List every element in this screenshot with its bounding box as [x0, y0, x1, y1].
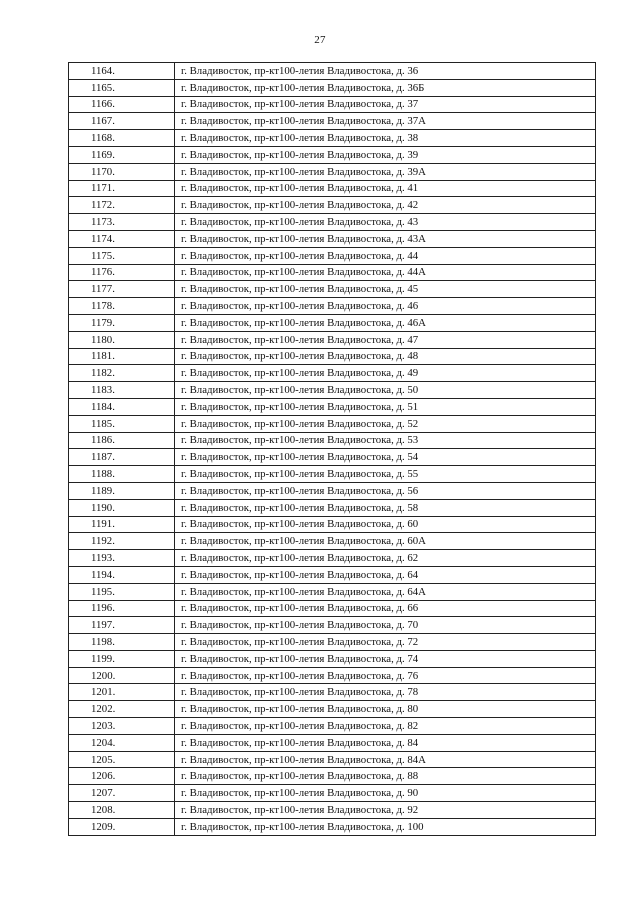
row-address: г. Владивосток, пр-кт100-летия Владивостока, д. 49	[175, 365, 596, 382]
row-number: 1180.	[69, 331, 175, 348]
row-address: г. Владивосток, пр-кт100-летия Владивостока, д. 56	[175, 482, 596, 499]
table-row	[69, 314, 596, 331]
row-address: г. Владивосток, пр-кт100-летия Владивостока, д. 60	[175, 516, 596, 533]
row-number: 1193.	[69, 550, 175, 567]
row-number: 1197.	[69, 617, 175, 634]
row-address: г. Владивосток, пр-кт100-летия Владивостока, д. 46	[175, 298, 596, 315]
table-row	[69, 449, 596, 466]
table-row	[69, 785, 596, 802]
table-row	[69, 247, 596, 264]
table-row	[69, 617, 596, 634]
row-address: г. Владивосток, пр-кт100-летия Владивостока, д. 82	[175, 718, 596, 735]
table-row	[69, 818, 596, 835]
row-address: г. Владивосток, пр-кт100-летия Владивостока, д. 39А	[175, 163, 596, 180]
table-row	[69, 634, 596, 651]
row-number: 1205.	[69, 751, 175, 768]
table-row	[69, 650, 596, 667]
row-address: г. Владивосток, пр-кт100-летия Владивостока, д. 78	[175, 684, 596, 701]
row-address: г. Владивосток, пр-кт100-летия Владивостока, д. 44	[175, 247, 596, 264]
row-address: г. Владивосток, пр-кт100-летия Владивостока, д. 38	[175, 130, 596, 147]
row-number: 1199.	[69, 650, 175, 667]
table-row	[69, 348, 596, 365]
table-row	[69, 130, 596, 147]
row-number: 1166.	[69, 96, 175, 113]
row-number: 1186.	[69, 432, 175, 449]
row-address: г. Владивосток, пр-кт100-летия Владивостока, д. 70	[175, 617, 596, 634]
row-address: г. Владивосток, пр-кт100-летия Владивостока, д. 43	[175, 214, 596, 231]
row-address: г. Владивосток, пр-кт100-летия Владивостока, д. 74	[175, 650, 596, 667]
address-table	[68, 62, 596, 836]
row-number: 1167.	[69, 113, 175, 130]
row-number: 1179.	[69, 314, 175, 331]
row-address: г. Владивосток, пр-кт100-летия Владивостока, д. 44А	[175, 264, 596, 281]
table-row	[69, 550, 596, 567]
table-row	[69, 415, 596, 432]
row-address: г. Владивосток, пр-кт100-летия Владивостока, д. 76	[175, 667, 596, 684]
row-number: 1201.	[69, 684, 175, 701]
row-number: 1172.	[69, 197, 175, 214]
row-address: г. Владивосток, пр-кт100-летия Владивостока, д. 58	[175, 499, 596, 516]
table-row	[69, 499, 596, 516]
table-row	[69, 600, 596, 617]
row-address: г. Владивосток, пр-кт100-летия Владивостока, д. 45	[175, 281, 596, 298]
row-number: 1208.	[69, 802, 175, 819]
row-number: 1200.	[69, 667, 175, 684]
table-row	[69, 768, 596, 785]
row-number: 1184.	[69, 398, 175, 415]
row-number: 1174.	[69, 230, 175, 247]
row-number: 1175.	[69, 247, 175, 264]
row-number: 1176.	[69, 264, 175, 281]
address-table-body	[69, 63, 596, 836]
row-address: г. Владивосток, пр-кт100-летия Владивостока, д. 37А	[175, 113, 596, 130]
row-address: г. Владивосток, пр-кт100-летия Владивостока, д. 64А	[175, 583, 596, 600]
table-row	[69, 163, 596, 180]
row-address: г. Владивосток, пр-кт100-летия Владивостока, д. 100	[175, 818, 596, 835]
row-address: г. Владивосток, пр-кт100-летия Владивостока, д. 64	[175, 566, 596, 583]
table-row	[69, 516, 596, 533]
table-row	[69, 533, 596, 550]
table-row	[69, 79, 596, 96]
row-number: 1178.	[69, 298, 175, 315]
table-row	[69, 214, 596, 231]
row-address: г. Владивосток, пр-кт100-летия Владивостока, д. 62	[175, 550, 596, 567]
table-row	[69, 331, 596, 348]
row-number: 1196.	[69, 600, 175, 617]
row-address: г. Владивосток, пр-кт100-летия Владивостока, д. 37	[175, 96, 596, 113]
row-address: г. Владивосток, пр-кт100-летия Владивостока, д. 51	[175, 398, 596, 415]
row-address: г. Владивосток, пр-кт100-летия Владивостока, д. 92	[175, 802, 596, 819]
table-row	[69, 718, 596, 735]
row-number: 1190.	[69, 499, 175, 516]
row-number: 1165.	[69, 79, 175, 96]
table-row	[69, 113, 596, 130]
row-address: г. Владивосток, пр-кт100-летия Владивостока, д. 36Б	[175, 79, 596, 96]
table-row	[69, 382, 596, 399]
row-number: 1209.	[69, 818, 175, 835]
row-address: г. Владивосток, пр-кт100-летия Владивостока, д. 36	[175, 63, 596, 80]
table-row	[69, 298, 596, 315]
row-number: 1195.	[69, 583, 175, 600]
table-row	[69, 63, 596, 80]
row-number: 1189.	[69, 482, 175, 499]
table-row	[69, 583, 596, 600]
row-address: г. Владивосток, пр-кт100-летия Владивостока, д. 42	[175, 197, 596, 214]
row-number: 1171.	[69, 180, 175, 197]
row-number: 1187.	[69, 449, 175, 466]
row-number: 1168.	[69, 130, 175, 147]
table-row	[69, 701, 596, 718]
table-row	[69, 684, 596, 701]
row-number: 1182.	[69, 365, 175, 382]
table-row	[69, 264, 596, 281]
row-address: г. Владивосток, пр-кт100-летия Владивостока, д. 80	[175, 701, 596, 718]
table-row	[69, 281, 596, 298]
row-address: г. Владивосток, пр-кт100-летия Владивостока, д. 72	[175, 634, 596, 651]
table-row	[69, 230, 596, 247]
row-address: г. Владивосток, пр-кт100-летия Владивостока, д. 55	[175, 466, 596, 483]
row-address: г. Владивосток, пр-кт100-летия Владивостока, д. 43А	[175, 230, 596, 247]
row-number: 1198.	[69, 634, 175, 651]
row-address: г. Владивосток, пр-кт100-летия Владивостока, д. 84	[175, 734, 596, 751]
row-address: г. Владивосток, пр-кт100-летия Владивостока, д. 47	[175, 331, 596, 348]
table-row	[69, 482, 596, 499]
row-address: г. Владивосток, пр-кт100-летия Владивостока, д. 90	[175, 785, 596, 802]
table-row	[69, 466, 596, 483]
row-address: г. Владивосток, пр-кт100-летия Владивостока, д. 88	[175, 768, 596, 785]
row-number: 1185.	[69, 415, 175, 432]
row-address: г. Владивосток, пр-кт100-летия Владивостока, д. 50	[175, 382, 596, 399]
row-address: г. Владивосток, пр-кт100-летия Владивостока, д. 54	[175, 449, 596, 466]
table-row	[69, 667, 596, 684]
row-number: 1181.	[69, 348, 175, 365]
row-address: г. Владивосток, пр-кт100-летия Владивостока, д. 66	[175, 600, 596, 617]
row-number: 1202.	[69, 701, 175, 718]
table-row	[69, 146, 596, 163]
table-row	[69, 197, 596, 214]
table-row	[69, 365, 596, 382]
row-number: 1204.	[69, 734, 175, 751]
row-address: г. Владивосток, пр-кт100-летия Владивостока, д. 46А	[175, 314, 596, 331]
page-number: 27	[314, 34, 326, 46]
row-address: г. Владивосток, пр-кт100-летия Владивостока, д. 39	[175, 146, 596, 163]
row-number: 1206.	[69, 768, 175, 785]
row-number: 1170.	[69, 163, 175, 180]
table-row	[69, 802, 596, 819]
row-number: 1173.	[69, 214, 175, 231]
table-row	[69, 432, 596, 449]
row-number: 1169.	[69, 146, 175, 163]
table-row	[69, 751, 596, 768]
table-row	[69, 96, 596, 113]
row-address: г. Владивосток, пр-кт100-летия Владивостока, д. 48	[175, 348, 596, 365]
row-number: 1188.	[69, 466, 175, 483]
row-number: 1177.	[69, 281, 175, 298]
row-number: 1164.	[69, 63, 175, 80]
row-address: г. Владивосток, пр-кт100-летия Владивостока, д. 60А	[175, 533, 596, 550]
row-number: 1183.	[69, 382, 175, 399]
table-row	[69, 734, 596, 751]
row-address: г. Владивосток, пр-кт100-летия Владивостока, д. 84А	[175, 751, 596, 768]
row-address: г. Владивосток, пр-кт100-летия Владивостока, д. 53	[175, 432, 596, 449]
table-row	[69, 180, 596, 197]
row-number: 1191.	[69, 516, 175, 533]
row-number: 1192.	[69, 533, 175, 550]
row-number: 1207.	[69, 785, 175, 802]
row-number: 1203.	[69, 718, 175, 735]
table-row	[69, 398, 596, 415]
row-address: г. Владивосток, пр-кт100-летия Владивостока, д. 41	[175, 180, 596, 197]
table-row	[69, 566, 596, 583]
row-address: г. Владивосток, пр-кт100-летия Владивостока, д. 52	[175, 415, 596, 432]
row-number: 1194.	[69, 566, 175, 583]
